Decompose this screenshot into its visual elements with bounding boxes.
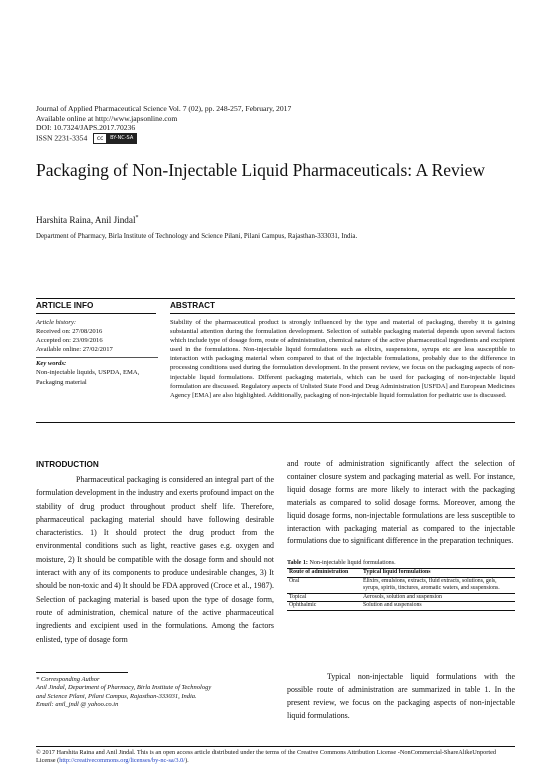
received-date: Received on: 27/08/2016: [36, 328, 103, 336]
journal-online[interactable]: Available online at http://www.japsonline.com: [36, 113, 178, 123]
introduction-heading: INTRODUCTION: [36, 460, 99, 469]
available-date: Available online: 27/02/2017: [36, 346, 113, 354]
corresponding-author-affil-2: and Science Pilani, Pilani Campus, Rajasthan-333031, India.: [36, 692, 197, 700]
intro-right-column: [287, 458, 515, 548]
table-cell-formulations: Aerosols, solution and suspension: [361, 593, 515, 602]
journal-header: [36, 104, 291, 144]
journal-citation: Journal of Applied Pharmaceutical Science Vol. 7 (02), pp. 248-257, February, 2017: [36, 104, 292, 113]
corresponding-author-email[interactable]: Email: anil_jndl @ yahoo.co.in: [36, 700, 119, 708]
accepted-date: Accepted on: 23/09/2016: [36, 337, 103, 345]
intro-continued-paragraph: and route of administration significantly affect the selection of container closure system and packaging material as well. For instance, liquid dosage forms are more likely to interact with the packaging materials as compared to solid dosage forms. Moreover, among the liquid dosage forms, non-injectable formulations are less susceptible to interaction with packaging material as compared to the injectable formulations due to significant difference in the preparation techniques.: [287, 459, 515, 546]
author-names: Harshita Raina, Anil Jindal: [36, 215, 136, 226]
table-cell-route: Topical: [287, 593, 361, 602]
table-cell-formulations: Elixirs, emulsions, extracts, fluid extracts, solutions, gels, syrups, spirits, tinctures, aromatic waters, and suspensions.: [361, 577, 515, 593]
cc-icon: cc: [94, 134, 107, 143]
table-cell-route: Oral: [287, 577, 361, 593]
table-caption: [287, 560, 396, 566]
footer-rule: [36, 746, 515, 747]
table-cell-route: Ophthalmic: [287, 602, 361, 611]
article-title: Packaging of Non-Injectable Liquid Pharmaceuticals: A Review: [36, 160, 486, 180]
license-link[interactable]: http://creativecommons.org/licenses/by-nc-sa/3.0/: [59, 757, 186, 765]
article-info: [36, 318, 158, 387]
summary-paragraph: Typical non-injectable liquid formulations with the possible route of administration are summarized in table 1. In the present review, we focus on the packaging aspects of non-injectable liquid formulations.: [287, 671, 515, 720]
intro-right-column-2: [287, 663, 515, 730]
license-text: © 2017 Harshita Raina and Anil Jindal. This is an open access article distributed under the terms of the Creative Commons Attribution License -NonCommercial-ShareAlikeUnported License (: [36, 749, 497, 765]
formulations-table: [287, 568, 515, 611]
affiliation: Department of Pharmacy, Birla Institute of Technology and Science Pilani, Pilani Campus, Rajasthan-333031, India.: [36, 233, 358, 240]
footnote: [36, 676, 276, 709]
license-footer: [36, 749, 516, 765]
corresponding-mark: *: [135, 215, 139, 221]
table-header-formulations: Typical liquid formulations: [361, 569, 515, 578]
keywords-label: Key words:: [36, 357, 158, 368]
abstract-heading: ABSTRACT: [170, 301, 216, 310]
history-label: Article history:: [36, 319, 77, 326]
authors: [36, 215, 139, 225]
footnote-rule: [36, 672, 128, 673]
table-caption-label: Table 1:: [287, 560, 308, 566]
table-row: [287, 593, 515, 602]
issn-text: ISSN 2231-3354: [36, 133, 88, 143]
article-info-heading: ARTICLE INFO: [36, 301, 94, 310]
intro-paragraph: Pharmaceutical packaging is considered an integral part of the formulation development in the industry and exerts profound impact on the stability of drug product throughout product shelf life. Therefore, pharmaceutical packaging material should have following desirable characteristics. 1) It should protect the drug product from the environmental conditions such as light, reactive gases e.g. oxygen and moisture, 2) It should be compatible with the dosage form and should not interact with any of its components to produce undesirable changes, 3) It should be non-toxic and 4) It should be FDA approved (Croce et al., 1987). Selection of packaging material is based upon the type of dosage form, route of administration, chemical nature of the active pharmaceutical ingredients and excipient used in the formulations. Among the factors enlisted, type of dosage form: [36, 475, 274, 644]
corresponding-author-affil-1: Anil Jindal, Department of Pharmacy, Birla Institute of Technology: [36, 684, 212, 692]
table-header-route: Route of administration: [287, 569, 361, 578]
intro-left-column: [36, 473, 274, 646]
cc-badge-text: BY-NC-SA: [107, 134, 136, 143]
keywords: Non-injectable liquids, USPDA, EMA, Packaging material: [36, 369, 140, 386]
table-caption-text: Non-injectable liquid formulations.: [309, 560, 396, 566]
cc-license-badge[interactable]: [93, 133, 137, 144]
journal-doi[interactable]: DOI: 10.7324/JAPS.2017.70236: [36, 123, 136, 133]
article-info-rule: [36, 313, 156, 314]
table-row: [287, 577, 515, 593]
abstract-text: Stability of the pharmaceutical product is strongly influenced by the type and material of packaging, thereby it is gaining substantial attention during the formulation development. Selection of suitable packaging material depends upon several factors which include type of dosage form, route of administration, chemical nature of the active pharmaceutical ingredients and excipient used in the formulations. Non-injectable liquid formulations such as elixirs, suspensions, syrups etc are less susceptible to interaction with packaging material when compared to that of the injectable formulations, probably due to the difference in processing conditions used during the formulation development. In the present review, we focus on the packaging aspects of non-injectable liquid formulations. Different packaging materials, which can be used for packaging of non-injectable liquid formulation are discussed. Regulatory aspects of Unlisted State Food and Drug Administration [USFDA] and European Medicines Agency [EMA] are also highlighted. Additionally, packaging of non-injectable liquid formulation for pediatric use is discussed.: [170, 319, 515, 399]
divider-bottom: [36, 422, 515, 423]
table-header-row: [287, 569, 515, 578]
abstract-rule: [170, 313, 515, 314]
table-cell-formulations: Solution and suspensions: [361, 602, 515, 611]
journal-issn: [36, 133, 291, 144]
license-end: ).: [185, 757, 189, 765]
corresponding-author-label: * Corresponding Author: [36, 676, 100, 683]
table-row: [287, 602, 515, 611]
